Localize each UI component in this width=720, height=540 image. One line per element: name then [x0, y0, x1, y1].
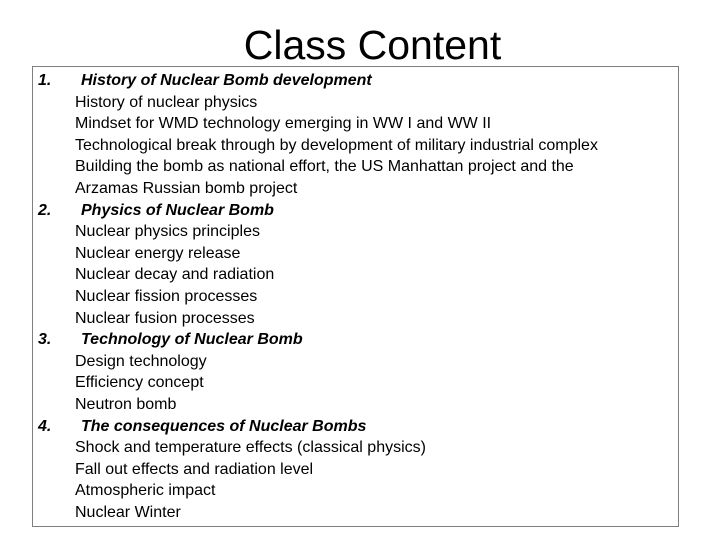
- section-line: Nuclear Winter: [75, 503, 181, 521]
- section-line: Atmospheric impact: [75, 482, 216, 500]
- section-4: [33, 416, 678, 524]
- section-line: History of nuclear physics: [75, 93, 258, 111]
- section-line: Nuclear fusion processes: [75, 309, 255, 327]
- section-line: Fall out effects and radiation level: [75, 460, 314, 478]
- section-1: [33, 70, 678, 200]
- content-list: [33, 70, 678, 523]
- section-number: 4.: [38, 417, 52, 435]
- section-line: Nuclear decay and radiation: [75, 266, 275, 284]
- section-line: Design technology: [75, 352, 207, 370]
- section-line: Neutron bomb: [75, 395, 177, 413]
- section-number: 2.: [38, 201, 52, 219]
- slide-title: Class Content: [243, 22, 502, 68]
- section-line: Mindset for WMD technology emerging in WW I and WW II: [75, 115, 492, 133]
- section-heading: Technology of Nuclear Bomb: [81, 331, 303, 349]
- section-heading: The consequences of Nuclear Bombs: [81, 417, 367, 435]
- section-line: Technological break through by development of military industrial complex: [75, 136, 598, 154]
- section-3: [33, 329, 678, 415]
- section-line: Shock and temperature effects (classical physics): [75, 439, 426, 457]
- section-line: Arzamas Russian bomb project: [75, 179, 298, 197]
- section-number: 1.: [38, 72, 52, 89]
- section-heading: History of Nuclear Bomb development: [81, 72, 372, 89]
- section-line: Nuclear energy release: [75, 244, 241, 262]
- section-2: [33, 200, 678, 330]
- content-box: [32, 66, 679, 527]
- section-line: Nuclear physics principles: [75, 223, 260, 241]
- section-line: Efficiency concept: [75, 374, 204, 392]
- section-line: Nuclear fission processes: [75, 287, 258, 305]
- section-heading: Physics of Nuclear Bomb: [81, 201, 274, 219]
- section-line: Building the bomb as national effort, the US Manhattan project and the: [75, 158, 574, 176]
- section-number: 3.: [38, 331, 52, 349]
